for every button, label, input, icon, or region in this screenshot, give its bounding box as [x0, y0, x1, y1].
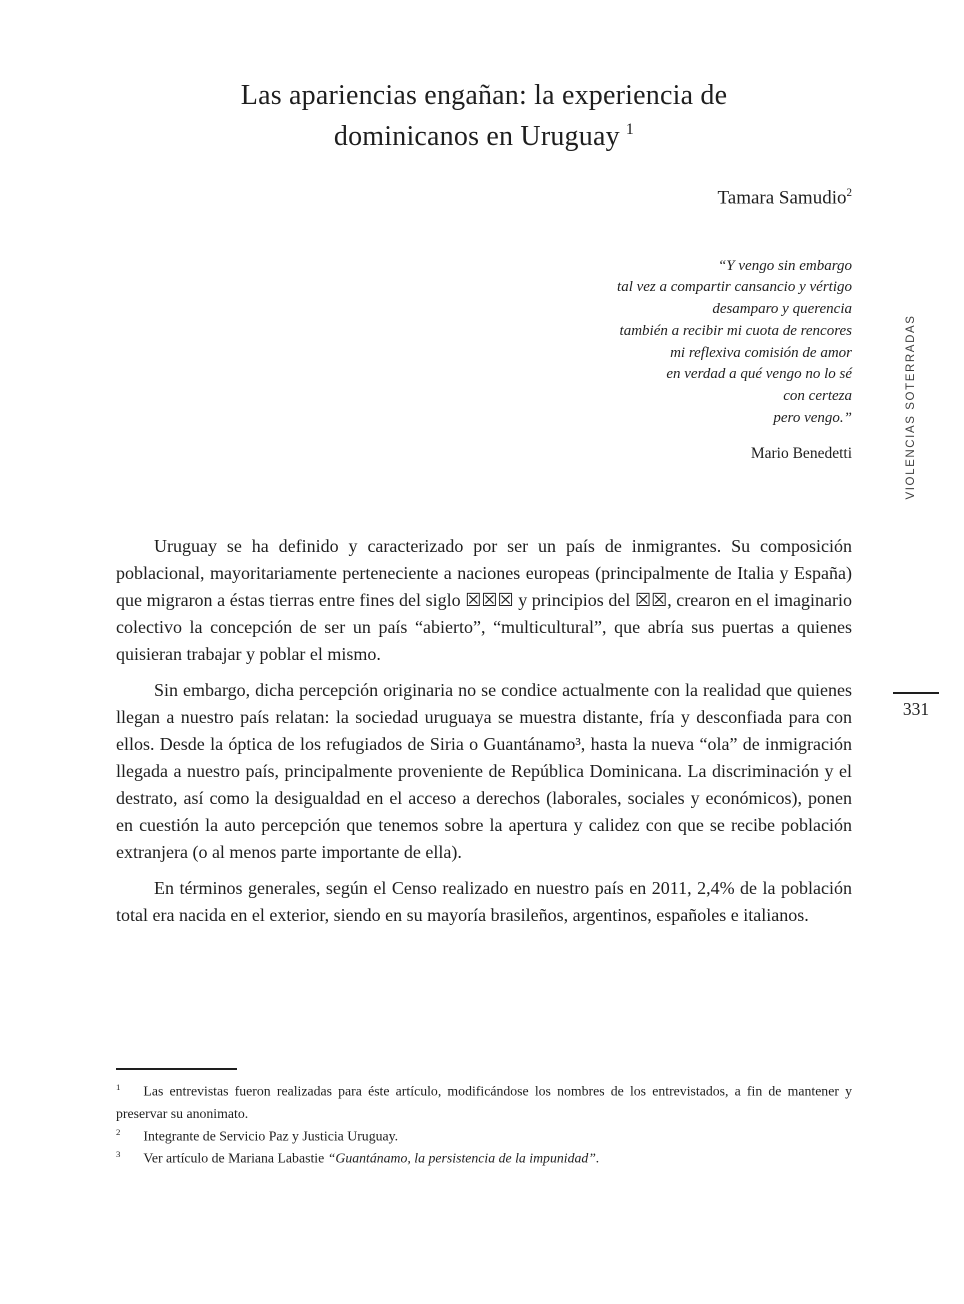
- author-footnote-ref: 2: [846, 187, 852, 200]
- epigraph-line: en verdad a qué vengo no lo sé: [666, 366, 852, 383]
- epigraph-attribution: Mario Benedetti: [750, 444, 852, 462]
- footnote-marker: 3: [116, 1149, 121, 1160]
- page-number: 331: [902, 699, 930, 719]
- footnote-marker: 1: [116, 1082, 121, 1092]
- text-block: [116, 0, 852, 938]
- footnote-marker: 2: [116, 1126, 121, 1137]
- title-line-1: Las apariencias engañan: la experiencia de: [240, 80, 728, 111]
- article-title: [116, 76, 852, 157]
- footnote: [116, 1125, 852, 1148]
- title-footnote-ref: 1: [625, 120, 635, 139]
- epigraph: [116, 256, 852, 430]
- epigraph-line: pero vengo.”: [773, 409, 852, 426]
- footnote-text: Ver artículo de Mariana Labastie: [143, 1150, 328, 1166]
- footnote-text: Integrante de Servicio Paz y Justicia Uruguay.: [143, 1128, 399, 1144]
- author-byline: [116, 187, 852, 209]
- article-body: [116, 533, 852, 929]
- body-paragraph: Sin embargo, dicha percepción originaria no se condice actualmente con la realidad que quienes llegan a nuestro país relatan: la sociedad uruguaya se muestra distante, fría y desconfiada para con ellos. Desde la óptica de los refugiados de Siria o Guantánamo³, hasta la nueva “ola” de inmigración llegada a nuestro país, principalmente proveniente de República Dominicana. La discriminación y el destrato, así como la desigualdad en el acceso a derechos (laborales, sociales y económicos), ponen en cuestión la auto percepción que tenemos sobre la apertura y calidez con que se recibe población extranjera (o al menos parte importante de ella).: [116, 679, 852, 862]
- author-name: Tamara Samudio: [717, 187, 847, 209]
- footnote-italic-title: “Guantánamo, la persistencia de la impunidad”.: [327, 1150, 600, 1166]
- epigraph-line: también a recibir mi cuota de rencores: [619, 322, 852, 339]
- epigraph-line: desamparo y querencia: [712, 301, 852, 318]
- body-paragraph: Uruguay se ha definido y caracterizado por ser un país de inmigrantes. Su composición poblacional, mayoritariamente perteneciente a naciones europeas (principalmente de Italia y España) que migraron a éstas tierras entre fines del siglo ☒☒☒ y principios del ☒☒, crearon en el imaginario colectivo la concepción de ser un país “abierto”, “multicultural”, que abría sus puertas a quienes quisieran trabajar y poblar el mismo.: [116, 535, 852, 664]
- footnote-rule: [116, 1068, 237, 1070]
- section-vertical-label: VIOLENCIAS SOTERRADAS: [905, 314, 917, 500]
- epigraph-line: “Y vengo sin embargo: [717, 257, 852, 274]
- footnote: [116, 1080, 852, 1125]
- footnotes-section: [116, 1068, 852, 1170]
- body-paragraph: En términos generales, según el Censo realizado en nuestro país en 2011, 2,4% de la población total era nacida en el exterior, siendo en su mayoría brasileños, argentinos, españoles e italianos.: [116, 877, 852, 925]
- epigraph-line: mi reflexiva comisión de amor: [670, 344, 852, 361]
- title-line-2: dominicanos en Uruguay: [333, 120, 620, 152]
- epigraph-line: tal vez a compartir cansancio y vértigo: [617, 279, 852, 296]
- epigraph-line: con certeza: [783, 388, 852, 405]
- footnote-text: Las entrevistas fueron realizadas para éste artículo, modificándose los nombres de los entrevistados, a fin de mantener y preservar su anonimato.: [116, 1083, 852, 1121]
- page-number-block: [893, 692, 939, 720]
- footnote: [116, 1147, 852, 1170]
